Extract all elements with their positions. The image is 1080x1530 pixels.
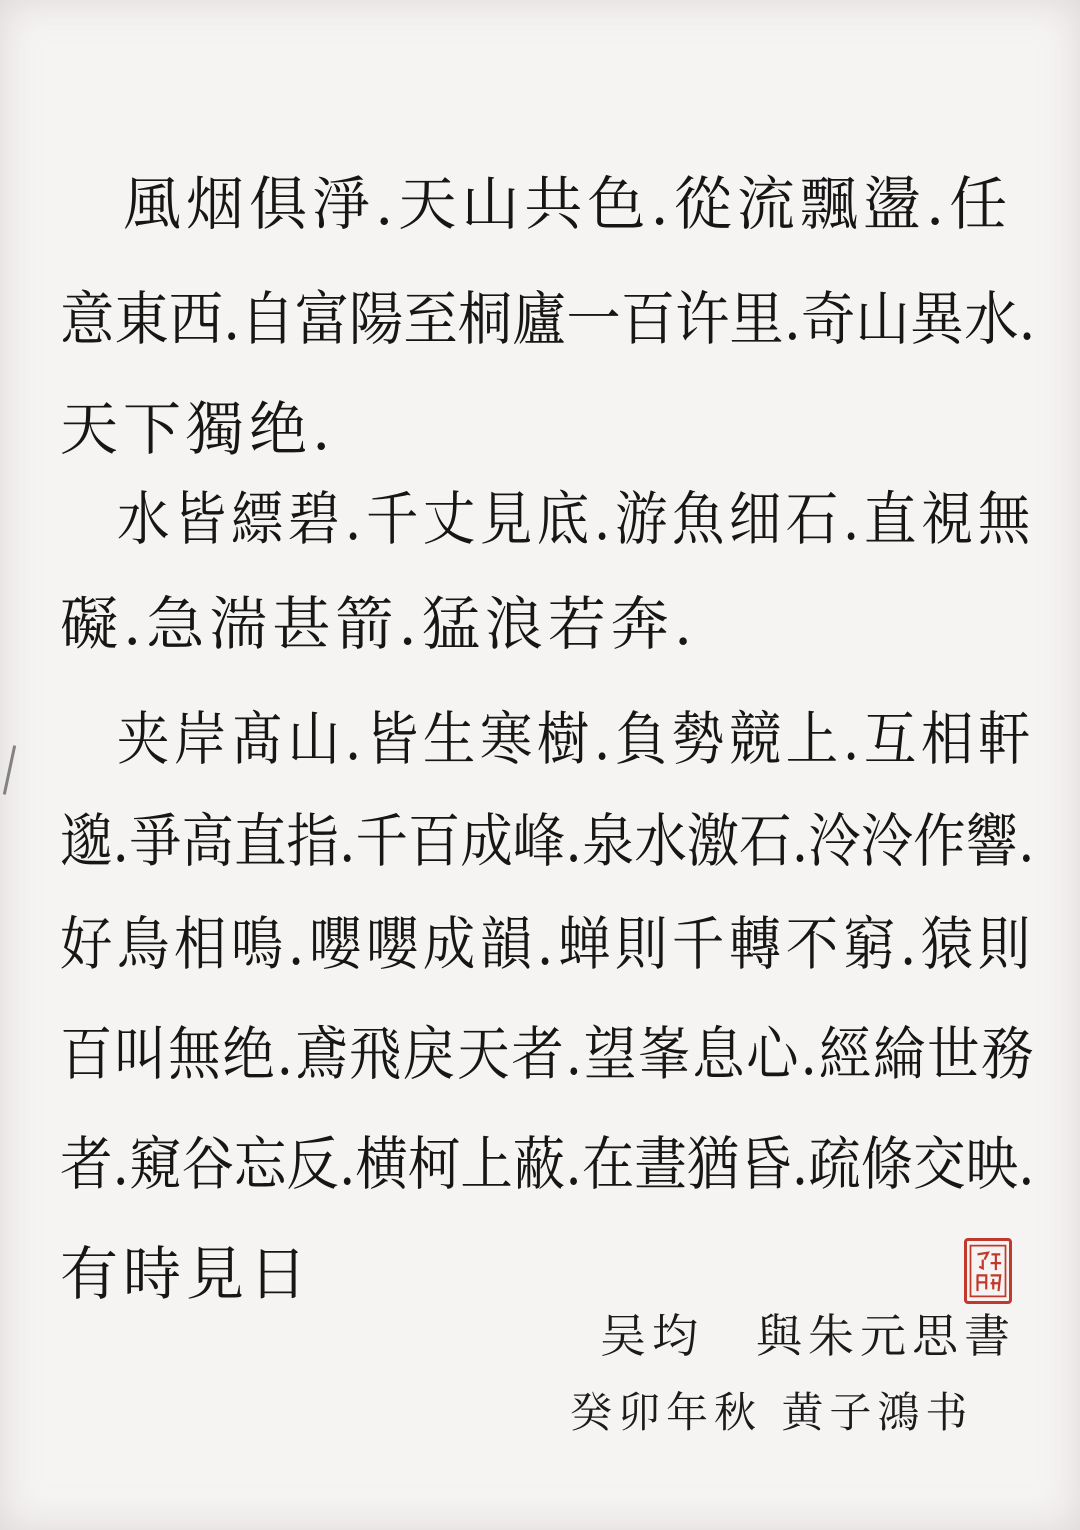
text-line-4: 水皆縹碧.千丈見底.游魚细石.直視無 [60,485,1035,553]
work-title: 吴均 與朱元思書 [600,1309,1016,1363]
text-line-6: 夹岸髙山.皆生寒樹.負勢競上.互相軒 [60,705,1035,773]
text-line-11: 有時見日 [60,1240,313,1308]
red-seal-stamp [964,1238,1012,1304]
margin-mark [3,745,16,795]
text-line-9: 百叫無绝.鳶飛戾天者.望峯息心.經綸世務 [60,1020,1036,1088]
text-line-7: 邈.爭高直指.千百成峰.泉水激石.泠泠作響. [60,807,1035,875]
date-and-author: 癸卯年秋 黄子鴻书 [570,1388,974,1437]
text-line-8: 好鳥相鳴.嚶嚶成韻.蝉則千轉不窮.猿則 [60,910,1035,978]
text-line-5: 礙.急湍甚箭.猛浪若奔. [60,590,698,658]
text-line-1: 風烟俱淨.天山共色.從流飄盪.任 [60,170,1013,238]
text-line-3: 天下獨绝. [60,395,336,463]
text-line-2: 意東西.自富陽至桐廬一百许里.奇山異水. [60,285,1036,353]
text-line-10: 者.窺谷忘反.横柯上蔽.在晝猶昏.疏條交映. [60,1130,1035,1198]
